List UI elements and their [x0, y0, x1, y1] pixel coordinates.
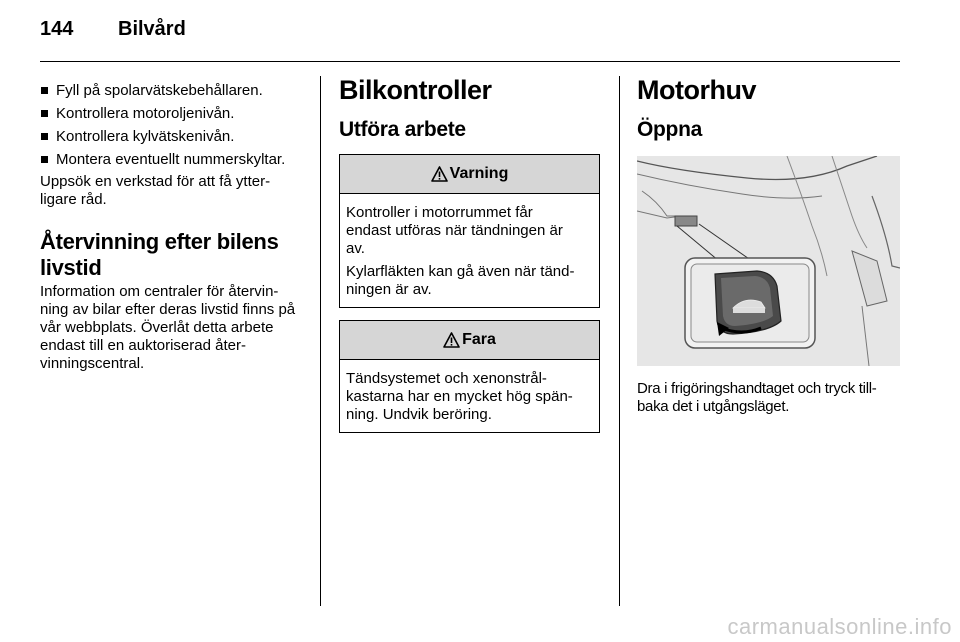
hood-title: Motorhuv	[637, 75, 756, 105]
warning-header	[340, 155, 599, 194]
checklist	[40, 79, 312, 171]
list-item: Kontrollera kylvätskenivån.	[40, 125, 312, 148]
section-title: Bilkontroller	[339, 75, 492, 105]
danger-header	[340, 321, 599, 360]
section-subtitle: Utföra arbete	[339, 118, 466, 141]
workshop-advice: Uppsök en verkstad för att få ytter- ligare råd.	[40, 173, 271, 208]
recycling-heading: Återvinning efter bilens livstid	[40, 229, 279, 280]
column-3	[637, 74, 901, 416]
list-item: Fyll på spolarvätskebehållaren.	[40, 79, 312, 102]
header-divider	[40, 61, 900, 62]
danger-body: Tändsystemet och xenonstrål- kastarna har en mycket hög spän- ning. Undvik beröring.	[346, 370, 573, 423]
column-2	[339, 74, 601, 433]
hood-caption: Dra i frigöringshandtaget och tryck till- baka det i utgångsläget.	[637, 380, 877, 415]
warning-box	[339, 154, 600, 308]
warning-label: Varning	[449, 165, 509, 182]
chapter-title: Bilvård	[118, 18, 186, 40]
hood-release-illustration	[637, 156, 900, 366]
column-divider-right	[619, 76, 620, 606]
watermark: carmanualsonline.info	[727, 614, 952, 639]
page-number: 144	[40, 18, 74, 40]
hood-subtitle: Öppna	[637, 118, 702, 141]
warning-triangle-icon	[431, 166, 448, 182]
danger-label: Fara	[462, 331, 496, 348]
list-item: Kontrollera motoroljenivån.	[40, 102, 312, 125]
column-divider-left	[320, 76, 321, 606]
column-1	[40, 79, 312, 373]
recycling-text: Information om centraler för återvin- ning av bilar efter deras livstid finns på vår webbplats. Överlåt detta arbete endast till en auktoriserad åter- vinningscentral.	[40, 283, 296, 372]
hood-release-icon	[637, 156, 900, 366]
list-item: Montera eventuellt nummerskyltar.	[40, 148, 312, 171]
warning-body: Kontroller i motorrummet får endast utföras när tändningen är av. Kylarfläkten kan gå även när tänd- ningen är av.	[346, 204, 575, 298]
danger-box	[339, 320, 600, 433]
warning-triangle-icon	[443, 332, 460, 348]
